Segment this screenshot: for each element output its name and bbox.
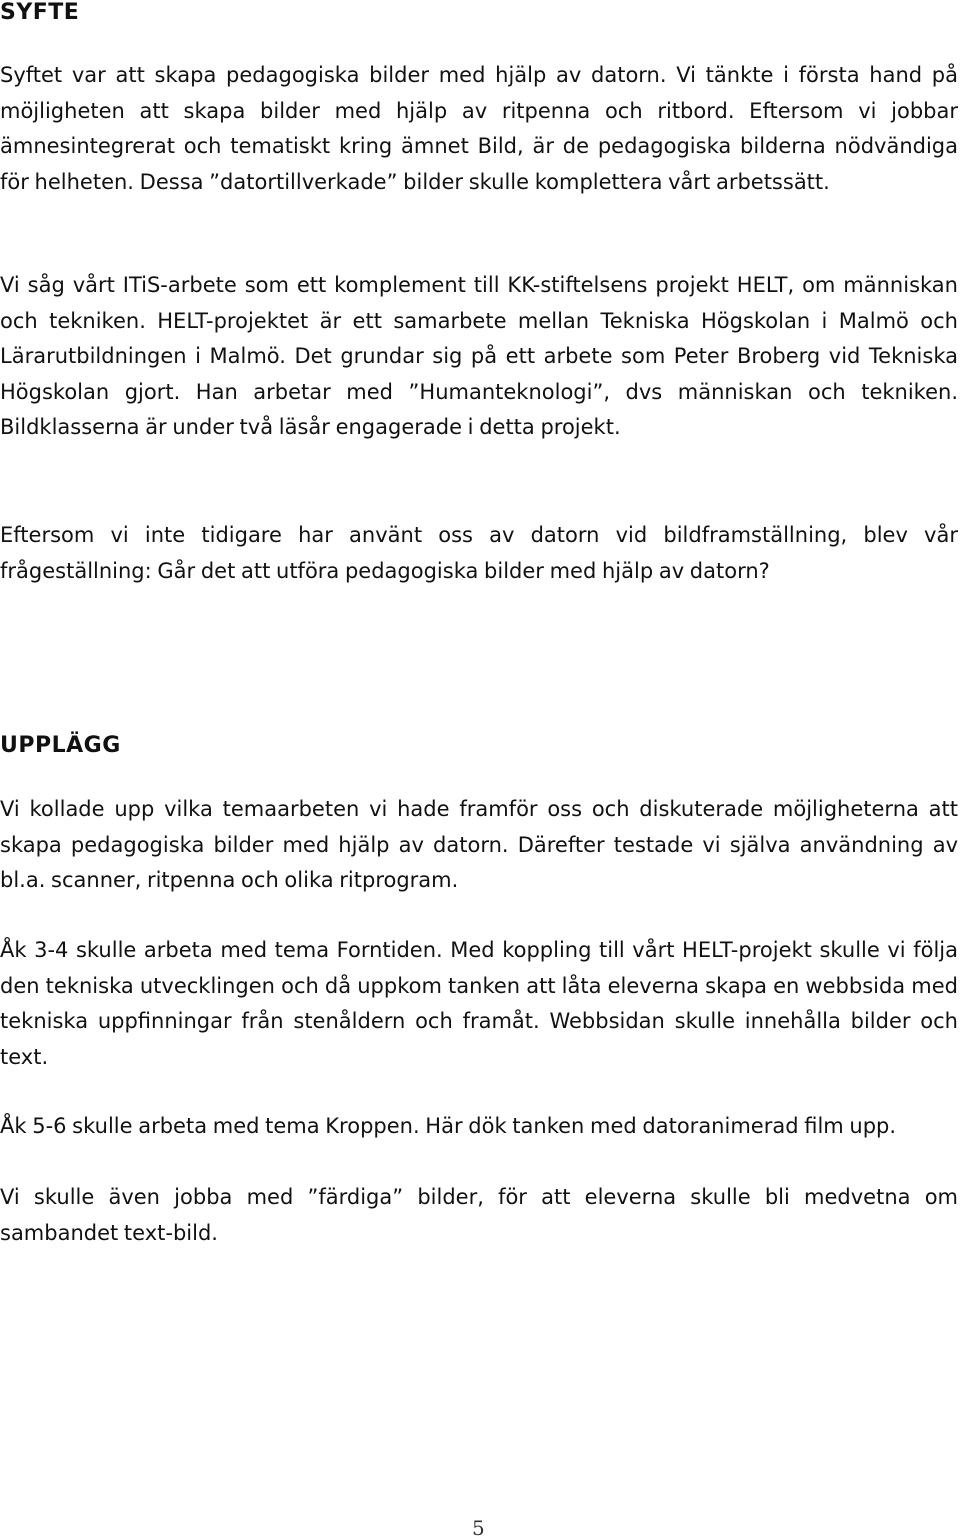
heading-upplagg: UPPLÄGG — [0, 733, 121, 758]
upplagg-paragraph-3: Åk 5-6 skulle arbeta med tema Kroppen. Här dök tanken med datoranimerad film upp. — [0, 1114, 897, 1138]
syfte-paragraph-3: Eftersom vi inte tidigare har använt oss av datorn vid bildframställning, blev vår frågeställning: Går det att utföra pedagogiska bilder med hjälp av datorn? — [0, 523, 958, 583]
upplagg-paragraph-2: Åk 3-4 skulle arbeta med tema Forntiden. Med koppling till vårt HELT-projekt skulle vi följa den tekniska utvecklingen och då uppkom tanken att låta eleverna skapa en webbsida med tekniska uppfinningar från stenåldern och framåt. Webbsidan skulle innehålla bilder och text. — [0, 938, 958, 1069]
syfte-paragraph-2: Vi såg vårt ITiS-arbete som ett komplement till KK-stiftelsens projekt HELT, om människan och tekniken. HELT-projektet är ett samarbete mellan Tekniska Högskolan i Malmö och Lärarutbildningen i Malmö. Det grundar sig på ett arbete som Peter Broberg vid Tekniska Högskolan gjort. Han arbetar med ”Humanteknologi”, dvs människan och tekniken. Bildklasserna är under två läsår engagerade i detta projekt. — [0, 273, 958, 439]
heading-syfte: SYFTE — [0, 0, 80, 25]
syfte-paragraph-1: Syftet var att skapa pedagogiska bilder med hjälp av datorn. Vi tänkte i första hand på möjligheten att skapa bilder med hjälp av ritpenna och ritbord. Eftersom vi jobbar ämnesintegrerat och tematiskt kring ämnet Bild, är de pedagogiska bilderna nödvändiga för helheten. Dessa ”datortillverkade” bilder skulle komplettera vårt arbetssätt. — [0, 63, 958, 194]
upplagg-paragraph-1: Vi kollade upp vilka temaarbeten vi hade framför oss och diskuterade möjligheterna att skapa pedagogiska bilder med hjälp av datorn. Därefter testade vi själva användning av bl.a. scanner, ritpenna och olika ritprogram. — [0, 797, 958, 892]
page-number: 5 — [472, 1516, 485, 1540]
upplagg-paragraph-4: Vi skulle även jobba med ”färdiga” bilder, för att eleverna skulle bli medvetna om sambandet text-bild. — [0, 1185, 958, 1245]
